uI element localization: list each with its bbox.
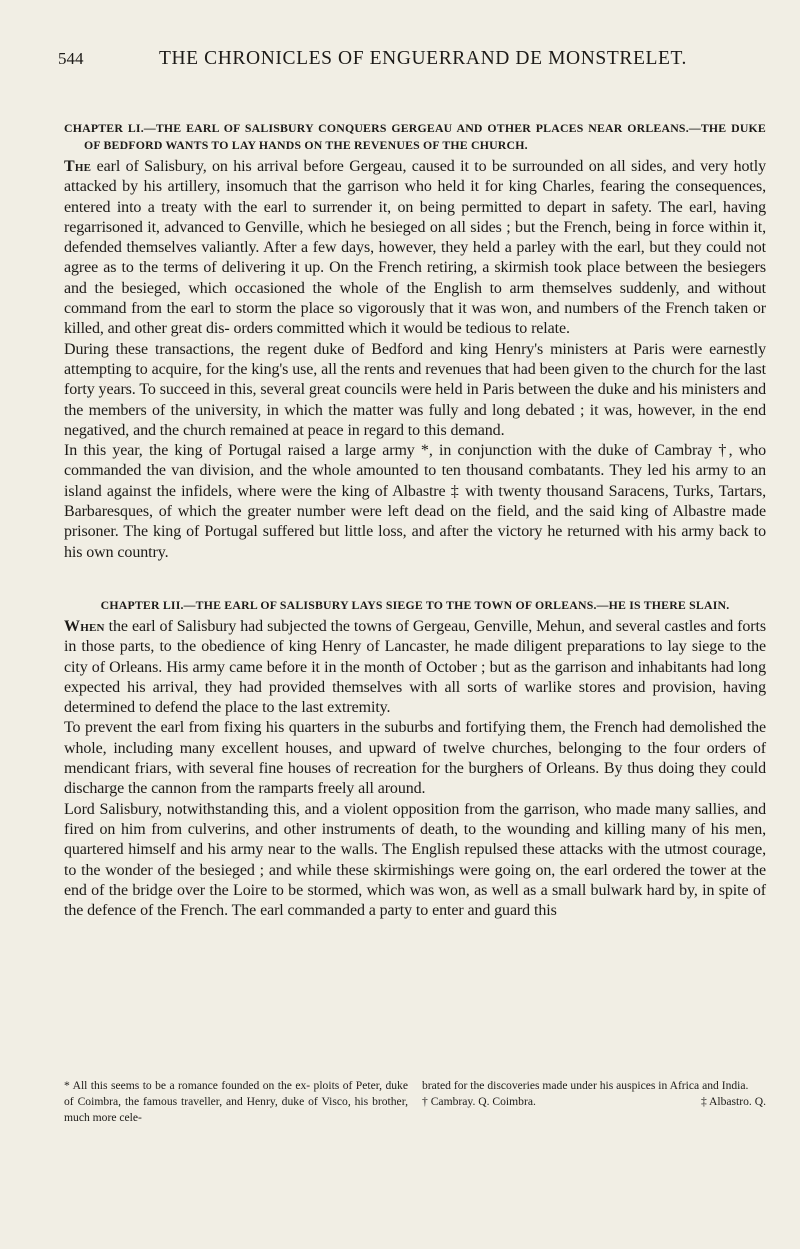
chapter-51-heading: CHAPTER LI.—THE EARL OF SALISBURY CONQUERS GERGEAU AND OTHER PLACES NEAR ORLEANS.—THE DUKE OF BEDFORD WANTS TO LAY HANDS ON THE REVENUES OF THE CHURCH.: [64, 121, 766, 152]
chapter-52-paragraph-1: [64, 617, 766, 718]
footnote-markers-row: [422, 1094, 766, 1110]
chapter-52-paragraph-1-text: the earl of Salisbury had subjected the towns of Gergeau, Genville, Mehun, and several castles and forts in those parts, to the obedience of king Henry of Lancaster, he made diligent preparations to lay siege to the city of Orleans. His army came before it in the month of October ; but as the garrison and inhabitants had long expected his arrival, they had provided themselves with all sorts of warlike stores and provision, having determined to defend the place to the last extremity.: [64, 617, 766, 717]
chapter-51-paragraph-1-text: earl of Salisbury, on his arrival before Gergeau, caused it to be surrounded on all sides, and very hotly attacked by his artillery, insomuch that the garrison who held it for king Charles, fearing the consequences, entered into a treaty with the earl to surrender it, on being permitted to depart in safety. The earl, having regarrisoned it, advanced to Genville, which he besieged on all sides ; but the French, being in force within it, defended themselves valiantly. After a few days, however, they held a parley with the earl, but they could not agree as to the terms of delivering it up. On the French retiring, a skirmish took place between the besiegers and the besieged, which occasioned the whole of the English to arm themselves suddenly, and without command from the earl to storm the place so vigorously that it was won, and numbers of the French taken or killed, and other great dis- orders committed which it would be tedious to relate.: [64, 158, 766, 338]
chapter-52-paragraph-2: To prevent the earl from fixing his quarters in the suburbs and fortifying them, the French had demolished the whole, including many excellent houses, and upward of twelve churches, belonging to the four orders of mendicant friars, with several fine houses of recreation for the burghers of Orleans. By thus doing they could discharge the cannon from the ramparts freely all around.: [64, 719, 766, 798]
page-number: 544: [58, 49, 84, 68]
chapter-52-paragraph-3: Lord Salisbury, notwithstanding this, and a violent opposition from the garrison, who made many sallies, and fired on him from culverins, and other instruments of death, to the wounding and killing many of his men, quartered himself and his army near to the walls. The English repulsed these attacks with the utmost courage, to the wonder of the besieged ; and while these skirmishings were going on, the earl ordered the tower at the end of the bridge over the Loire to be stormed, which was won, as well as a small bulwark hard by, in spite of the defence of the French. The earl commanded a party to enter and guard this: [64, 800, 766, 920]
footnote-dagger: † Cambray. Q. Coimbra.: [422, 1095, 536, 1108]
footnotes: [64, 1078, 766, 1126]
chapter-spacer: [64, 563, 766, 597]
footnote-continuation: brated for the discoveries made under his auspices in Africa and India.: [422, 1079, 749, 1092]
page-content: [64, 120, 766, 921]
chapter-51-paragraph-3: In this year, the king of Portugal raised a large army *, in conjunction with the duke of Cambray †, who commanded the van division, and the whole amounted to ten thousand combatants. They led his army to an island against the infidels, where were the king of Albastre ‡ with twenty thousand Saracens, Turks, Tartars, Barbaresques, of which the greater number were left dead on the field, and the said king of Albastre made prisoner. The king of Portugal suffered but little loss, and after the victory he returned with his army back to his own country.: [64, 442, 766, 561]
page-header: [58, 48, 768, 80]
running-title: THE CHRONICLES OF ENGUERRAND DE MONSTRELET.: [158, 48, 688, 69]
chapter-51-lead-word: The: [64, 158, 92, 175]
chapter-51-paragraph-2: During these transactions, the regent duke of Bedford and king Henry's ministers at Paris were earnestly attempting to acquire, for the king's use, all the rents and revenues that had been given to the church for the last forty years. To succeed in this, several great councils were held in Paris between the duke and his ministers and the members of the university, in which the matter was fully and long debated ; it was, however, in the end negatived, and the church remained at peace in regard to this demand.: [64, 340, 766, 439]
footnote-left-column: * All this seems to be a romance founded on the ex- ploits of Peter, duke of Coimbra, the famous traveller, and Henry, duke of Visco, his brother, much more cele-: [64, 1079, 408, 1124]
chapter-52-lead-word: When: [64, 617, 105, 635]
chapter-51-paragraph-1: [64, 157, 766, 340]
footnote-double-dagger: ‡ Albastro. Q.: [700, 1095, 766, 1108]
chapter-52-heading: CHAPTER LII.—THE EARL OF SALISBURY LAYS SIEGE TO THE TOWN OF ORLEANS.—HE IS THERE SLAIN.: [100, 597, 730, 612]
footnote-right-column: [422, 1078, 766, 1126]
